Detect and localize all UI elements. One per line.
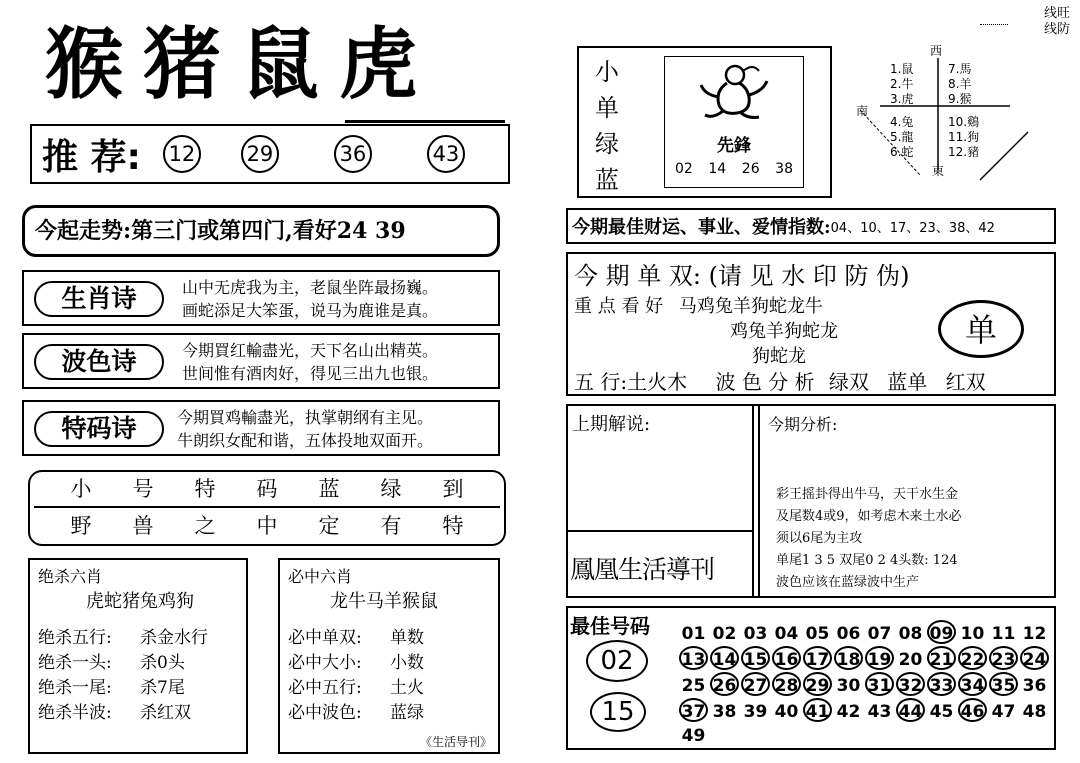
compass-item: 1.鼠 [890, 62, 914, 76]
grid-number: 28 [772, 672, 801, 696]
poem-box-shengxiao [22, 270, 500, 326]
sd-wave: 红双 [945, 370, 986, 394]
riddle-char: 定 [318, 514, 340, 538]
grid-number: 32 [896, 672, 925, 696]
recommend-number: 36 [334, 135, 372, 173]
vanguard-number: 02 [675, 161, 693, 177]
vanguard-side-char: 蓝 [595, 166, 619, 194]
grid-number: 10 [960, 624, 985, 644]
best-pick: 02 [586, 640, 648, 682]
grid-number: 27 [741, 672, 770, 696]
vanguard-number: 38 [775, 161, 793, 177]
grid-number: 03 [743, 624, 768, 644]
grid-number: 35 [989, 672, 1018, 696]
riddle-row-2 [30, 508, 504, 544]
must-item-key: 必中五行: [288, 678, 362, 698]
must-item-key: 必中单双: [288, 628, 362, 648]
sd-wave: 蓝单 [887, 370, 928, 394]
sd-line1-label: 重 点 看 好 [574, 296, 664, 317]
page-title: 猴猪鼠虎 [45, 20, 438, 110]
vanguard-inner [664, 56, 804, 188]
best-label: 最佳号码 [570, 614, 650, 638]
number-grid-row [678, 672, 1056, 698]
poem-line: 今期買鸡輸盡光，执掌朝纲有主见。 [177, 408, 434, 427]
grid-number: 26 [710, 672, 739, 696]
sd-wave-label: 波 色 分 析 [715, 370, 815, 394]
sd-wave: 绿双 [828, 370, 869, 394]
analysis-this-label: 今期分析: [768, 415, 838, 434]
grid-number: 34 [958, 672, 987, 696]
riddle-row-1 [30, 472, 504, 506]
compass-item: 6.蛇 [890, 145, 914, 159]
riddle-char: 蓝 [318, 477, 340, 501]
grid-number: 30 [836, 676, 861, 696]
grid-number: 01 [681, 624, 706, 644]
kill-item-value: 杀7尾 [140, 678, 185, 698]
recommend-box [30, 124, 510, 184]
grid-number: 24 [1020, 646, 1049, 670]
top-right-note [1000, 6, 1070, 38]
grid-number: 46 [958, 698, 987, 722]
grid-number: 04 [774, 624, 799, 644]
grid-number: 09 [927, 620, 956, 644]
analysis-brand: 鳳凰生活導刊 [570, 555, 715, 584]
poem-line: 画蛇添足大笨蛋，说马为鹿谁是真。 [182, 301, 439, 320]
analysis-line: 单尾1 3 5 双尾0 2 4头数: 124 [776, 553, 958, 568]
grid-number: 44 [896, 698, 925, 722]
fortune-label: 今期最佳财运、事业、爱情指数: [572, 217, 831, 238]
grid-number: 08 [898, 624, 923, 644]
grid-number: 18 [834, 646, 863, 670]
riddle-box [28, 470, 506, 546]
vanguard-side-char: 小 [595, 58, 619, 86]
kill-item-key: 绝杀一尾: [38, 678, 112, 698]
compass-item: 7.馬 [948, 62, 972, 76]
must-footer: 《生活导刊》 [419, 735, 492, 749]
compass-item: 2.牛 [890, 77, 914, 91]
grid-number: 20 [898, 650, 923, 670]
grid-number: 47 [991, 702, 1016, 722]
kill-item-key: 绝杀半波: [38, 703, 112, 723]
grid-number: 36 [1022, 676, 1047, 696]
grid-number: 37 [679, 698, 708, 722]
grid-number: 21 [927, 646, 956, 670]
top-right-line1: 线旺 [1043, 6, 1070, 21]
trend-box [22, 205, 500, 257]
grid-number: 48 [1022, 702, 1047, 722]
poem-line: 世间惟有酒肉好，得见三出九也银。 [182, 364, 439, 383]
compass-east: 東 [932, 164, 945, 178]
sd-title: 今 期 单 双: (请 见 水 印 防 伪) [574, 262, 910, 290]
grid-number: 49 [681, 726, 706, 746]
recommend-number: 12 [163, 135, 201, 173]
grid-number: 25 [681, 676, 706, 696]
riddle-char: 有 [380, 514, 402, 538]
best-pick: 15 [590, 692, 646, 732]
compass-item: 10.鷄 [948, 115, 980, 129]
analysis-box [566, 404, 1056, 598]
must-item-key: 必中波色: [288, 703, 362, 723]
compass-item: 3.虎 [890, 92, 914, 106]
poem-line: 山中无虎我为主，老鼠坐阵最扬巍。 [182, 278, 439, 297]
grid-number: 43 [867, 702, 892, 722]
monkey-icon [693, 61, 773, 121]
fortune-box [566, 208, 1056, 244]
poem-label: 生肖诗 [34, 281, 164, 317]
grid-number: 38 [712, 702, 737, 722]
riddle-char: 之 [194, 514, 216, 538]
riddle-char: 绿 [380, 477, 402, 501]
must-item-value: 土火 [390, 678, 424, 698]
grid-number: 11 [991, 624, 1016, 644]
riddle-char: 号 [132, 477, 154, 501]
recommend-label: 推 荐: [42, 136, 141, 178]
analysis-line: 及尾数4或9，如考虑木来土水必 [776, 509, 962, 524]
must-item-value: 小数 [390, 653, 424, 673]
sd-badge: 单 [938, 300, 1024, 358]
grid-number: 39 [743, 702, 768, 722]
kill-title: 绝杀六肖 [38, 567, 103, 586]
kill-item-key: 绝杀五行: [38, 628, 112, 648]
grid-number: 12 [1022, 624, 1047, 644]
recommend-number: 29 [241, 135, 279, 173]
compass-south: 南 [856, 104, 869, 118]
riddle-char: 中 [256, 514, 278, 538]
must-item-value: 单数 [390, 628, 424, 648]
number-grid-row [678, 646, 1056, 672]
poem-line: 牛朗织女配和谐，五体投地双面开。 [177, 431, 434, 450]
grid-number: 14 [710, 646, 739, 670]
number-grid [678, 620, 1056, 748]
vanguard-side-char: 单 [595, 94, 619, 122]
grid-number: 13 [679, 646, 708, 670]
compass-item: 9.猴 [948, 92, 972, 106]
riddle-char: 特 [442, 514, 464, 538]
riddle-char: 兽 [132, 514, 154, 538]
poem-label: 波色诗 [34, 344, 164, 380]
kill-item-value: 杀0头 [140, 653, 185, 673]
analysis-line: 须以6尾为主攻 [776, 531, 863, 546]
grid-number: 15 [741, 646, 770, 670]
compass-item: 4.兔 [890, 115, 914, 129]
analysis-last-label: 上期解说: [572, 414, 651, 435]
kill-zodiacs: 虎蛇猪兔鸡狗 [86, 591, 194, 612]
grid-number: 06 [836, 624, 861, 644]
grid-number: 33 [927, 672, 956, 696]
compass-item: 5.龍 [890, 130, 914, 144]
trend-text: 今起走势:第三门或第四门,看好24 39 [35, 218, 406, 244]
grid-number: 16 [772, 646, 801, 670]
riddle-char: 码 [256, 477, 278, 501]
grid-number: 29 [803, 672, 832, 696]
must-title: 必中六肖 [288, 567, 353, 586]
compass-item: 12.豬 [948, 145, 980, 159]
must-item-value: 蓝绿 [390, 703, 424, 723]
must-box [278, 558, 500, 754]
grid-number: 17 [803, 646, 832, 670]
grid-number: 41 [803, 698, 832, 722]
grid-number: 40 [774, 702, 799, 722]
analysis-line: 彩王摇卦得出牛马，天干水生金 [776, 487, 959, 502]
must-zodiacs: 龙牛马羊猴鼠 [330, 591, 438, 612]
best-box [566, 606, 1056, 750]
compass [850, 40, 1030, 190]
vanguard-numbers [675, 161, 793, 177]
grid-number: 19 [865, 646, 894, 670]
kill-item-value: 杀金水行 [140, 628, 208, 648]
sd-line3: 狗蛇龙 [752, 346, 806, 367]
must-item-key: 必中大小: [288, 653, 362, 673]
recommend-number: 43 [427, 135, 465, 173]
grid-number: 42 [836, 702, 861, 722]
sd-line2: 鸡兔羊狗蛇龙 [730, 321, 838, 342]
analysis-line: 波色应该在蓝绿波中生产 [776, 575, 920, 590]
riddle-char: 野 [70, 514, 92, 538]
poem-box-bose [22, 333, 500, 389]
grid-number: 31 [865, 672, 894, 696]
poem-box-tema [22, 400, 500, 456]
riddle-char: 小 [70, 477, 92, 501]
top-right-line2: 线防 [1043, 22, 1070, 37]
grid-number: 23 [989, 646, 1018, 670]
grid-number: 02 [712, 624, 737, 644]
number-grid-row [678, 620, 1056, 646]
grid-number: 05 [805, 624, 830, 644]
number-grid-row [678, 698, 1056, 724]
sd-line1: 马鸡兔羊狗蛇龙牛 [678, 296, 823, 317]
number-grid-row [678, 724, 1056, 748]
vanguard-number: 14 [708, 161, 727, 177]
vanguard-side-char: 绿 [595, 130, 619, 158]
single-double-box [566, 252, 1056, 396]
poem-label: 特码诗 [34, 411, 164, 447]
kill-box [28, 558, 248, 754]
grid-number: 45 [929, 702, 954, 722]
vanguard-box [577, 46, 832, 198]
riddle-char: 特 [194, 477, 216, 501]
kill-item-key: 绝杀一头: [38, 653, 112, 673]
vanguard-number: 26 [741, 161, 760, 177]
fortune-numbers: 04、10、17、23、38、42 [830, 220, 995, 236]
vanguard-label: 先鋒 [717, 136, 751, 156]
grid-number: 07 [867, 624, 892, 644]
compass-item: 8.羊 [948, 77, 972, 91]
compass-item: 11.狗 [948, 130, 980, 144]
grid-number: 22 [958, 646, 987, 670]
sd-wuxing: 五 行:土火木 [574, 370, 688, 394]
riddle-char: 到 [442, 477, 464, 501]
poem-line: 今期買红輸盡光，天下名山出精英。 [182, 341, 439, 360]
compass-west: 西 [930, 44, 943, 58]
kill-item-value: 杀红双 [140, 703, 191, 723]
